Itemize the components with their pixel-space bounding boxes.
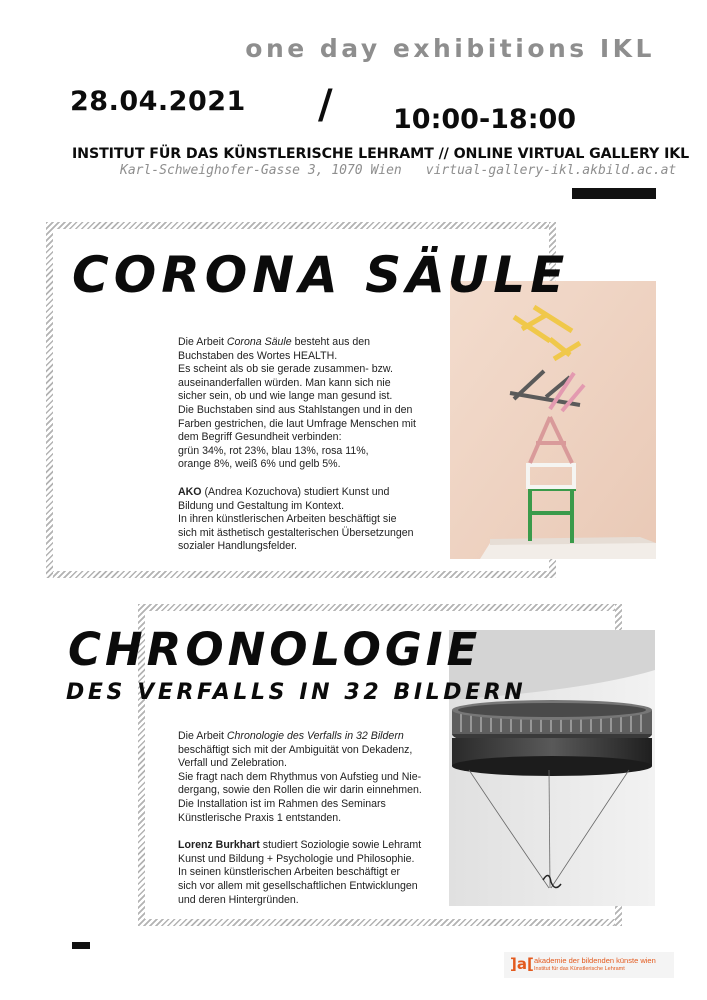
bio-line: sozialer Handlungsfelder.: [178, 540, 297, 553]
event-date: 28.04.2021: [70, 86, 246, 117]
section2-artist-bio: [178, 839, 443, 853]
artist-name: AKO: [178, 485, 202, 498]
frame-bottom-edge: [46, 571, 556, 578]
desc-line: Die Installation ist im Rahmen des Seminars: [178, 797, 386, 810]
section1-artist-bio: [178, 486, 443, 500]
desc-prefix: Die Arbeit: [178, 730, 227, 742]
frame-top-edge: [46, 222, 556, 229]
bio-line: In ihren künstlerischen Arbeiten beschäftigt sie: [178, 513, 397, 526]
frame-bottom-edge: [138, 919, 622, 926]
frame-left-edge: [46, 222, 53, 578]
bio-line: Kunst und Bildung + Psychologie und Philosophie.: [178, 852, 415, 865]
logo-subline: Institut für das Künstlerische Lehramt: [534, 966, 625, 972]
desc-line: grün 34%, rot 23%, blau 13%, rosa 11%,: [178, 444, 369, 457]
section1-description: [178, 336, 443, 554]
desc-line: dergang, sowie den Rollen die wir darin einnehmen.: [178, 784, 422, 797]
section2-description: [178, 730, 443, 907]
bio-line: sich mit ästhetisch gestalterischen Übersetzungen: [178, 526, 414, 539]
desc-line: orange 8%, weiß 6% und gelb 5%.: [178, 458, 341, 471]
institute-line: INSTITUT FÜR DAS KÜNSTLERISCHE LEHRAMT // ONLINE VIRTUAL GALLERY IKL: [72, 146, 690, 162]
desc-line: Buchstaben des Wortes HEALTH.: [178, 349, 338, 362]
artist-name: Lorenz Burkhart: [178, 839, 260, 852]
desc-line: auseinanderfallen würden. Man kann sich nie: [178, 376, 391, 389]
section1-desc-line: [178, 336, 443, 350]
bio-line: sich vor allem mit gesellschaftlichen Entwicklungen: [178, 879, 418, 892]
desc-prefix: Die Arbeit: [178, 336, 227, 348]
street-address: Karl-Schweighofer-Gasse 3, 1070 Wien: [120, 163, 402, 178]
desc-line: Es scheint als ob sie gerade zusammen- bzw.: [178, 363, 393, 376]
frame-top-edge: [138, 604, 622, 611]
desc-line: Sie fragt nach dem Rhythmus von Aufstieg und Nie-: [178, 770, 422, 783]
desc-line: besteht aus den: [291, 336, 371, 348]
desc-line: Künstlerische Praxis 1 entstanden.: [178, 811, 342, 824]
logo-mark: ]a[: [510, 955, 534, 973]
section1-title: CORONA SÄULE: [72, 246, 570, 304]
gallery-website: virtual-gallery-ikl.akbild.ac.at: [425, 163, 677, 178]
desc-line: Verfall und Zelebration.: [178, 757, 287, 770]
desc-line: beschäftigt sich mit der Ambiguität von Dekadenz,: [178, 743, 413, 756]
bio-line: studiert Soziologie sowie Lehramt: [259, 839, 422, 852]
exhibition-tagline: one day exhibitions IKL: [245, 34, 655, 63]
desc-line: Farben gestrichen, die laut Umfrage Menschen mit: [178, 417, 416, 430]
footer-dash: [72, 942, 90, 949]
corona-saeule-sculpture-image: [450, 281, 656, 559]
logo-name: akademie der bildenden künste wien: [534, 956, 656, 965]
academy-logo: [504, 952, 674, 978]
bio-line: (Andrea Kozuchova) studiert Kunst und: [201, 485, 390, 498]
section2-subtitle: DES VERFALLS IN 32 BILDERN: [66, 680, 527, 705]
work-title-inline: Corona Säule: [226, 336, 292, 348]
date-time-separator: /: [318, 82, 333, 128]
corona-saeule-photo: [450, 281, 656, 559]
header-divider-bar: [572, 188, 656, 199]
desc-line: Die Buchstaben sind aus Stahlstangen und in den: [178, 403, 413, 416]
bio-line: Bildung und Gestaltung im Kontext.: [178, 499, 345, 512]
event-time: 10:00-18:00: [393, 104, 577, 135]
desc-line: dem Begriff Gesundheit verbinden:: [178, 431, 342, 444]
section2-desc-line: [178, 730, 443, 744]
desc-line: sicher sein, ob und wie lange man gesund ist.: [178, 390, 393, 403]
section2-title: CHRONOLOGIE: [68, 623, 482, 676]
bio-line: In seinen künstlerischen Arbeiten beschäftigt er: [178, 866, 401, 879]
work-title-inline: Chronologie des Verfalls in 32 Bildern: [226, 730, 404, 742]
address-line: [120, 163, 676, 178]
bio-line: und deren Hintergründen.: [178, 893, 299, 906]
